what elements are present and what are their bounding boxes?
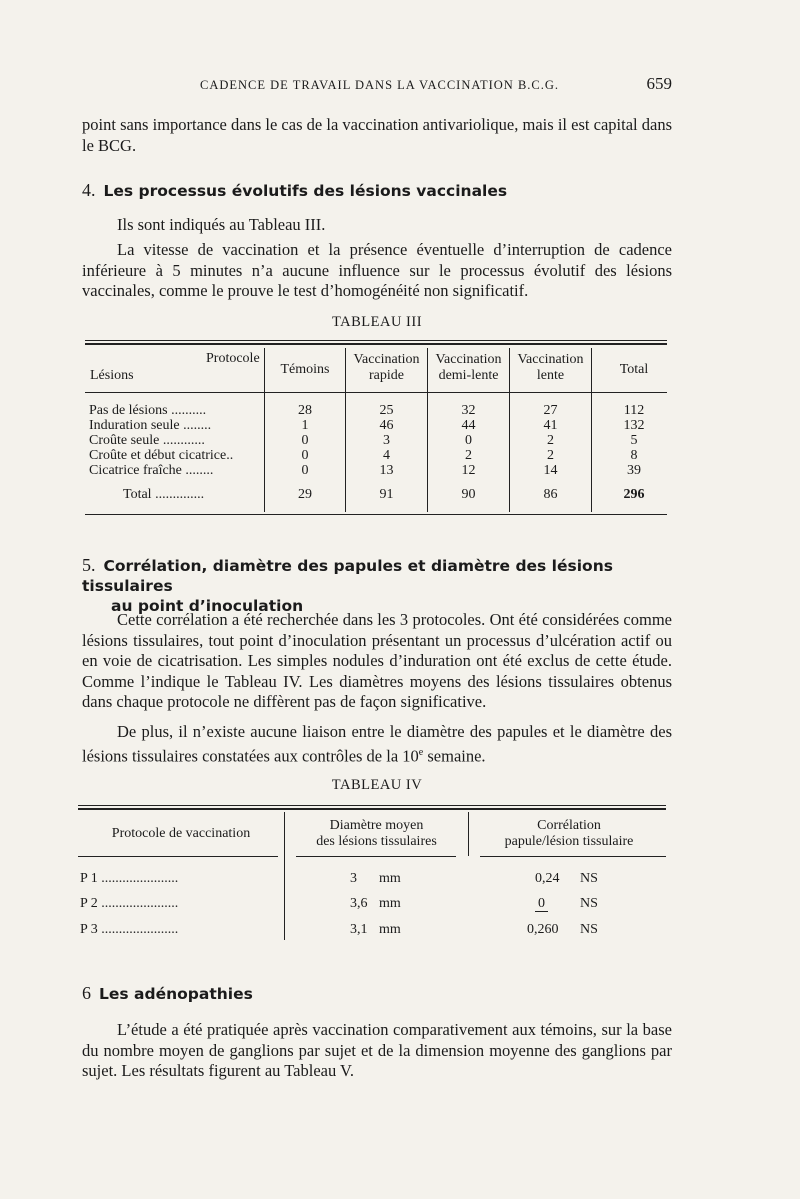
section-4-number: 4. [82, 180, 96, 200]
table-3-total-cell: 91 [379, 487, 394, 502]
table-3-corner-lesions: Lésions [90, 368, 134, 383]
table-3-cell: 27 [543, 403, 558, 418]
table-4-significance: NS [580, 871, 598, 886]
table-4-header-diametre-l1: Diamètre moyen [329, 818, 424, 833]
section-5-number: 5. [82, 555, 96, 575]
table-3-header-demilente-l2: demi-lente [438, 368, 499, 383]
paragraph-s4-2: La vitesse de vaccination et la présence éventuelle d’interruption de cadence inférieure à 5 minutes n’a aucune influence sur le processus évolutif des lésions vaccinales, comme le prouve le test d’homogénéité non significatif. [82, 240, 672, 300]
table-3-cell: 46 [379, 418, 394, 433]
paragraph-s4-1: Ils sont indiqués au Tableau III. [117, 215, 326, 234]
paragraph-s5-2: De plus, il n’existe aucune liaison entre le diamètre des papules et le diamètre des lésions tissulaires constatées aux contrôles de la 10e semaine. [82, 722, 672, 765]
table-3-cell: 28 [298, 403, 312, 418]
running-head-title: CADENCE DE TRAVAIL DANS LA VACCINATION B.C.G. [200, 78, 560, 92]
table-3-total-cell: 29 [298, 487, 312, 502]
table-3-header-temoins: Témoins [280, 362, 330, 377]
table-3-cell: 25 [379, 403, 394, 418]
table-3-row-label: Croûte et début cicatrice.. [89, 448, 234, 463]
table-3-row-label: Croûte seule ............ [89, 433, 205, 448]
table-3-caption: TABLEAU III [331, 314, 423, 330]
table-3-cell: 0 [301, 463, 309, 478]
table-3-cell: 4 [383, 448, 390, 463]
table-3-cell: 41 [543, 418, 558, 433]
section-5-title-line-1: Corrélation, diamètre des papules et diamètre des lésions tissulaires [82, 557, 613, 595]
table-3-cell: 0 [301, 433, 309, 448]
table-4-diameter: 3 [350, 871, 357, 886]
table-4-rule-header-1 [78, 856, 278, 857]
table-3-corner-protocole: Protocole [206, 351, 260, 366]
table-4-correlation: 0,24 [535, 871, 560, 886]
table-3-cell: 132 [623, 418, 645, 433]
table-4-rule-top [78, 805, 666, 806]
table-3-rule-header [85, 392, 667, 393]
table-3-cell: 39 [627, 463, 641, 478]
table-3-cell: 44 [461, 418, 476, 433]
table-3-cell: 3 [383, 433, 390, 448]
table-3-grand-total: 296 [623, 487, 645, 502]
section-5-heading [82, 555, 682, 616]
table-3-total-label: Total .............. [123, 487, 205, 502]
table-3-cell: 0 [301, 448, 309, 463]
table-3-cell: 12 [461, 463, 476, 478]
table-4-caption: TABLEAU IV [331, 777, 423, 793]
table-3-total-cell: 86 [543, 487, 558, 502]
table-4-significance: NS [580, 896, 598, 911]
table-4-row-label: P 3 ...................... [80, 922, 179, 937]
section-4-title: Les processus évolutifs des lésions vaccinales [103, 182, 508, 200]
section-5-title-line-2: au point d’inoculation [111, 597, 304, 615]
table-4-header-diametre-l2: des lésions tissulaires [316, 834, 437, 849]
table-4-header-correlation-l1: Corrélation [537, 818, 601, 833]
table-3-rule-bottom [85, 514, 667, 515]
table-3-cell: 8 [630, 448, 638, 463]
table-4-diameter: 3,1 [350, 922, 368, 937]
table-4-correlation: 0 [535, 896, 548, 912]
table-3-total-cell: 90 [461, 487, 476, 502]
table-4-header-correlation-l2: papule/lésion tissulaire [504, 834, 634, 849]
table-3-row-label: Cicatrice fraîche ........ [89, 463, 214, 478]
table-3-cell: 13 [379, 463, 394, 478]
table-3-cell: 1 [301, 418, 309, 433]
table-4-row-label: P 1 ...................... [80, 871, 179, 886]
table-3-header-rapide-l2: rapide [369, 368, 404, 383]
table-3-rule-top-thick [85, 343, 667, 345]
table-3-cell: 2 [547, 433, 554, 448]
paragraph-top: point sans importance dans le cas de la vaccination antivariolique, mais il est capital dans le BCG. [82, 115, 672, 155]
table-3-header-total: Total [619, 362, 649, 377]
table-4-unit: mm [379, 896, 401, 911]
paragraph-s5-1: Cette corrélation a été recherchée dans les 3 protocoles. Ont été considérées comme lésions tissulaires, tout point d’inoculation présentant un processus d’ulcération actif ou en voie de cicatrisation. Les simples nodules d’induration ont été exclus de cette étude. Comme l’indique le Tableau IV. Les diamètres moyens des lésions tissulaires obtenus dans chaque protocole ne diffèrent pas de façon significative. [82, 610, 672, 711]
table-4-diameter: 3,6 [350, 896, 368, 911]
table-4-significance: NS [580, 922, 598, 937]
table-3-header-lente-l1: Vaccination [517, 352, 584, 367]
table-3-cell: 112 [623, 403, 645, 418]
table-4-unit: mm [379, 871, 401, 886]
table-3-cell: 0 [465, 433, 472, 448]
section-6-heading [82, 983, 682, 1004]
table-4-correlation: 0,260 [527, 922, 559, 937]
table-3-cell: 32 [461, 403, 476, 418]
table-3-header-demilente-l1: Vaccination [435, 352, 502, 367]
table-4-rule-top-thick [78, 808, 666, 810]
section-6-title: Les adénopathies [99, 985, 253, 1003]
table-4-row-label: P 2 ...................... [80, 896, 179, 911]
table-3-cell: 2 [547, 448, 554, 463]
table-4-unit: mm [379, 922, 401, 937]
table-3-cell: 2 [465, 448, 472, 463]
table-3-rule-top [85, 340, 667, 341]
paragraph-s6: L’étude a été pratiquée après vaccination comparativement aux témoins, sur la base du nombre moyen de ganglions par sujet et de la dimension moyenne des ganglions par sujet. Les résultats figurent au Tableau V. [82, 1020, 672, 1080]
table-3-row-label: Pas de lésions .......... [89, 403, 207, 418]
table-4-rule-header-3 [480, 856, 666, 857]
table-3-header-rapide-l1: Vaccination [353, 352, 420, 367]
table-3-header-lente-l2: lente [536, 368, 565, 383]
table-3-cell: 14 [543, 463, 558, 478]
table-4-header-protocole: Protocole de vaccination [111, 826, 251, 841]
table-4-rule-header-2 [296, 856, 456, 857]
section-4-heading [82, 180, 682, 201]
table-3-row-label: Induration seule ........ [89, 418, 212, 433]
section-6-number: 6 [82, 983, 91, 1003]
table-3-cell: 5 [630, 433, 638, 448]
page-number: 659 [646, 74, 672, 93]
